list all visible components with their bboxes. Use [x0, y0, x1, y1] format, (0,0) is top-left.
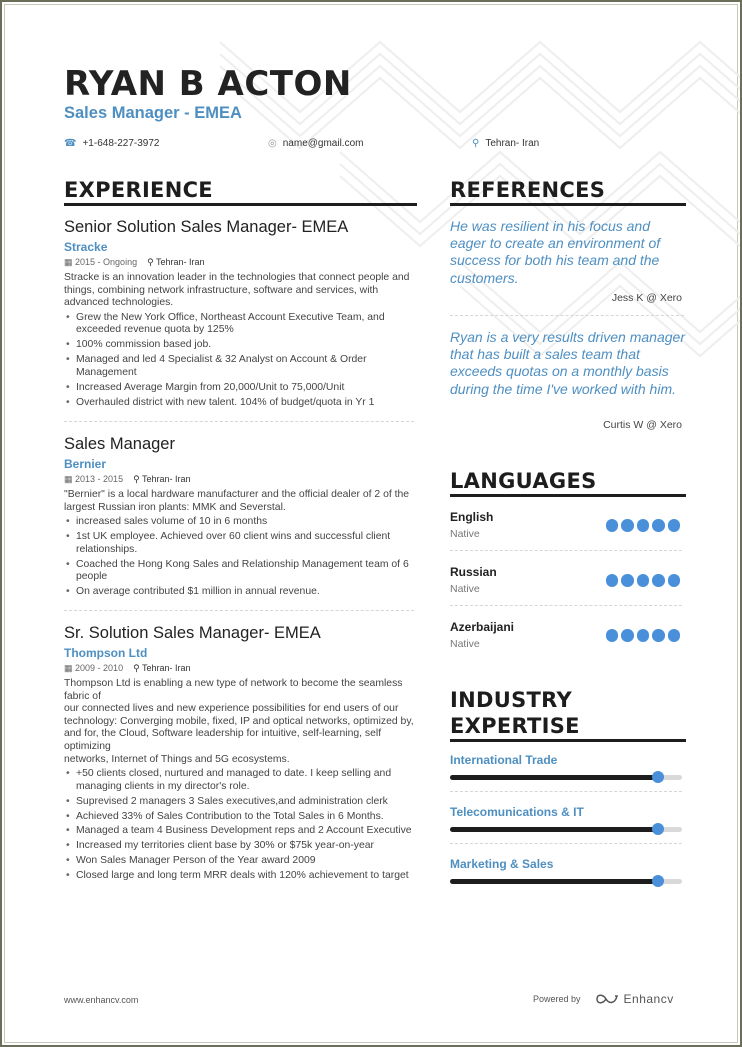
job-meta [64, 474, 419, 485]
reference-quote: He was resilient in his focus and eager to create an environment of success for both his team and the customers. [450, 218, 661, 286]
job-meta [64, 257, 419, 268]
expertise-bar-knob [652, 875, 664, 887]
company-name: Bernier [64, 457, 107, 471]
job-bullet: • Managed a team 4 Business Development reps and 2 Account Executive [64, 825, 414, 838]
job-bullet: • 100% commission based job. [64, 339, 414, 352]
contact-email[interactable] [268, 138, 363, 149]
rating-dot [668, 519, 681, 532]
expertise-bar-fill [450, 775, 658, 780]
location-icon: ⚲ [133, 663, 140, 673]
candidate-title: Sales Manager - EMEA [64, 104, 242, 122]
job-bullet: • Overhauled district with new talent. 104% of budget/quota in Yr 1 [64, 397, 414, 410]
rating-dot [606, 574, 619, 587]
phone-text: +1-648-227-3972 [82, 138, 160, 149]
rating-dot [606, 519, 619, 532]
rating-dot [621, 574, 634, 587]
company-name: Thompson Ltd [64, 646, 148, 660]
language-rating-dots [606, 574, 681, 587]
expertise-heading [450, 687, 580, 739]
language-level: Native [450, 528, 480, 540]
phone-icon: ☎ [64, 138, 77, 149]
expertise-rule [450, 739, 686, 742]
language-rating-dots [606, 629, 681, 642]
contact-phone [64, 138, 159, 149]
rating-dot [652, 629, 665, 642]
language-name: Russian [450, 565, 497, 579]
job-bullet: • Coached the Hong Kong Sales and Relationship Management team of 6 people [64, 559, 414, 584]
rating-dot [668, 629, 681, 642]
job-bullet: • Achieved 33% of Sales Contribution to the Total Sales in 6 Months. [64, 811, 414, 824]
expertise-heading-line: INDUSTRY [450, 688, 572, 712]
job-entry [64, 435, 419, 601]
company-name: Stracke [64, 240, 108, 254]
experience-rule [64, 203, 417, 206]
job-location: ⚲ Tehran- Iran [133, 474, 191, 484]
powered-by-label: Powered by [533, 994, 581, 1004]
job-description: "Bernier" is a local hardware manufacturer and the official dealer of 2 of the largest Russian iron plants: MMK and Severstal. [64, 489, 410, 513]
location-text: Tehran- Iran [485, 138, 540, 149]
job-title: Sales Manager [64, 435, 175, 453]
job-bullet: • +50 clients closed, nurtured and managed to date. I keep selling and managing clients in my director's role. [64, 768, 414, 793]
references-rule [450, 203, 686, 206]
email-icon: ◎ [268, 138, 277, 149]
rating-dot [606, 629, 619, 642]
rating-dot [621, 519, 634, 532]
rating-dot [637, 519, 650, 532]
expertise-label: Telecomunications & IT [450, 805, 584, 819]
job-title: Sr. Solution Sales Manager- EMEA [64, 624, 321, 642]
language-name: Azerbaijani [450, 620, 515, 634]
rating-dot [621, 629, 634, 642]
job-bullet: • Suprevised 2 managers 3 Sales executives,and administration clerk [64, 796, 414, 809]
calendar-icon: ▦ [64, 474, 73, 484]
job-meta [64, 663, 419, 674]
job-bullet: • Managed and led 4 Specialist & 32 Analyst on Account & Order Management [64, 354, 414, 379]
candidate-name: RYAN B ACTON [64, 64, 352, 104]
divider [450, 315, 684, 316]
contact-location [472, 138, 539, 149]
job-bullets [64, 768, 414, 883]
languages-heading: LANGUAGES [450, 469, 597, 493]
rating-dot [668, 574, 681, 587]
job-description: Stracke is an innovation leader in the technologies that connect people and things, combining network infrastructure, software and services, with advanced technologies. [64, 272, 410, 309]
expertise-bar [450, 775, 682, 780]
calendar-icon: ▦ [64, 257, 73, 267]
expertise-label: International Trade [450, 753, 558, 767]
language-item [450, 565, 682, 595]
expertise-label: Marketing & Sales [450, 857, 554, 871]
brand-name: Enhancv [623, 992, 674, 1006]
reference-quote: Ryan is a very results driven manager that has built a sales team that exceeds quotas on a monthly basis during the time I've worked with him. [450, 329, 685, 397]
email-text[interactable]: name@gmail.com [282, 138, 364, 149]
language-item [450, 620, 682, 650]
job-bullet: • Increased Average Margin from 20,000/Unit to 75,000/Unit [64, 382, 414, 395]
job-bullet: • Increased my territories client base by 30% or $75k year-on-year [64, 840, 414, 853]
footer-powered-by [533, 992, 674, 1006]
expertise-bar-knob [652, 823, 664, 835]
job-bullet: • Won Sales Manager Person of the Year award 2009 [64, 855, 414, 868]
divider [450, 550, 682, 551]
divider [64, 610, 414, 611]
description-line: technology: Converging mobile, fixed, IP and optical networks, optimized by, and for, the Cloud, Software leadership for intuitive, self-learning, self optimizing [64, 715, 414, 752]
language-level: Native [450, 583, 480, 595]
experience-heading: EXPERIENCE [64, 178, 213, 202]
job-dates: ▦ 2009 - 2010 [64, 663, 124, 673]
job-entry [64, 218, 419, 411]
job-bullets [64, 312, 414, 409]
calendar-icon: ▦ [64, 663, 73, 673]
job-bullets [64, 516, 414, 598]
location-icon: ⚲ [147, 257, 154, 267]
expertise-bar-knob [652, 771, 664, 783]
job-location: ⚲ Tehran- Iran [133, 663, 191, 673]
reference-author: Jess K @ Xero [611, 292, 682, 304]
rating-dot [652, 519, 665, 532]
enhancv-logo-icon [595, 993, 619, 1005]
language-rating-dots [606, 519, 681, 532]
job-location: ⚲ Tehran- Iran [147, 257, 205, 267]
languages-rule [450, 494, 686, 497]
description-line: our connected lives and new experience possibilities for end users of our [64, 703, 399, 715]
expertise-bar-fill [450, 879, 658, 884]
divider [450, 791, 682, 792]
references-heading: REFERENCES [450, 178, 606, 202]
job-bullet: • Grew the New York Office, Northeast Account Executive Team, and exceeded revenue quota by 125% [64, 312, 414, 337]
location-icon: ⚲ [472, 138, 480, 149]
job-bullet: • Closed large and long term MRR deals with 120% achievement to target [64, 870, 414, 883]
job-entry [64, 624, 419, 885]
brand-logo[interactable] [595, 992, 674, 1006]
expertise-bar-fill [450, 827, 658, 832]
rating-dot [637, 574, 650, 587]
location-icon: ⚲ [133, 474, 140, 484]
job-dates: ▦ 2015 - Ongoing [64, 257, 138, 267]
job-bullet: • 1st UK employee. Achieved over 60 client wins and successful client relationships. [64, 531, 414, 556]
divider [450, 843, 682, 844]
rating-dot [637, 629, 650, 642]
job-bullet: • On average contributed $1 million in annual revenue. [64, 586, 414, 599]
footer-website-link[interactable]: www.enhancv.com [64, 995, 139, 1005]
rating-dot [652, 574, 665, 587]
language-level: Native [450, 638, 480, 650]
job-bullet: • increased sales volume of 10 in 6 months [64, 516, 414, 529]
expertise-heading-line: EXPERTISE [450, 714, 580, 738]
language-name: English [450, 510, 494, 524]
description-line: Thompson Ltd is enabling a new type of network to become the seamless fabric of [64, 678, 403, 702]
job-dates: ▦ 2013 - 2015 [64, 474, 124, 484]
description-line: networks, Internet of Things and 5G ecosystems. [64, 753, 290, 765]
expertise-bar [450, 827, 682, 832]
job-description [64, 678, 419, 766]
divider [64, 421, 414, 422]
expertise-bar [450, 879, 682, 884]
reference-author: Curtis W @ Xero [603, 419, 682, 431]
divider [450, 605, 682, 606]
language-item [450, 510, 682, 540]
job-title: Senior Solution Sales Manager- EMEA [64, 218, 349, 236]
